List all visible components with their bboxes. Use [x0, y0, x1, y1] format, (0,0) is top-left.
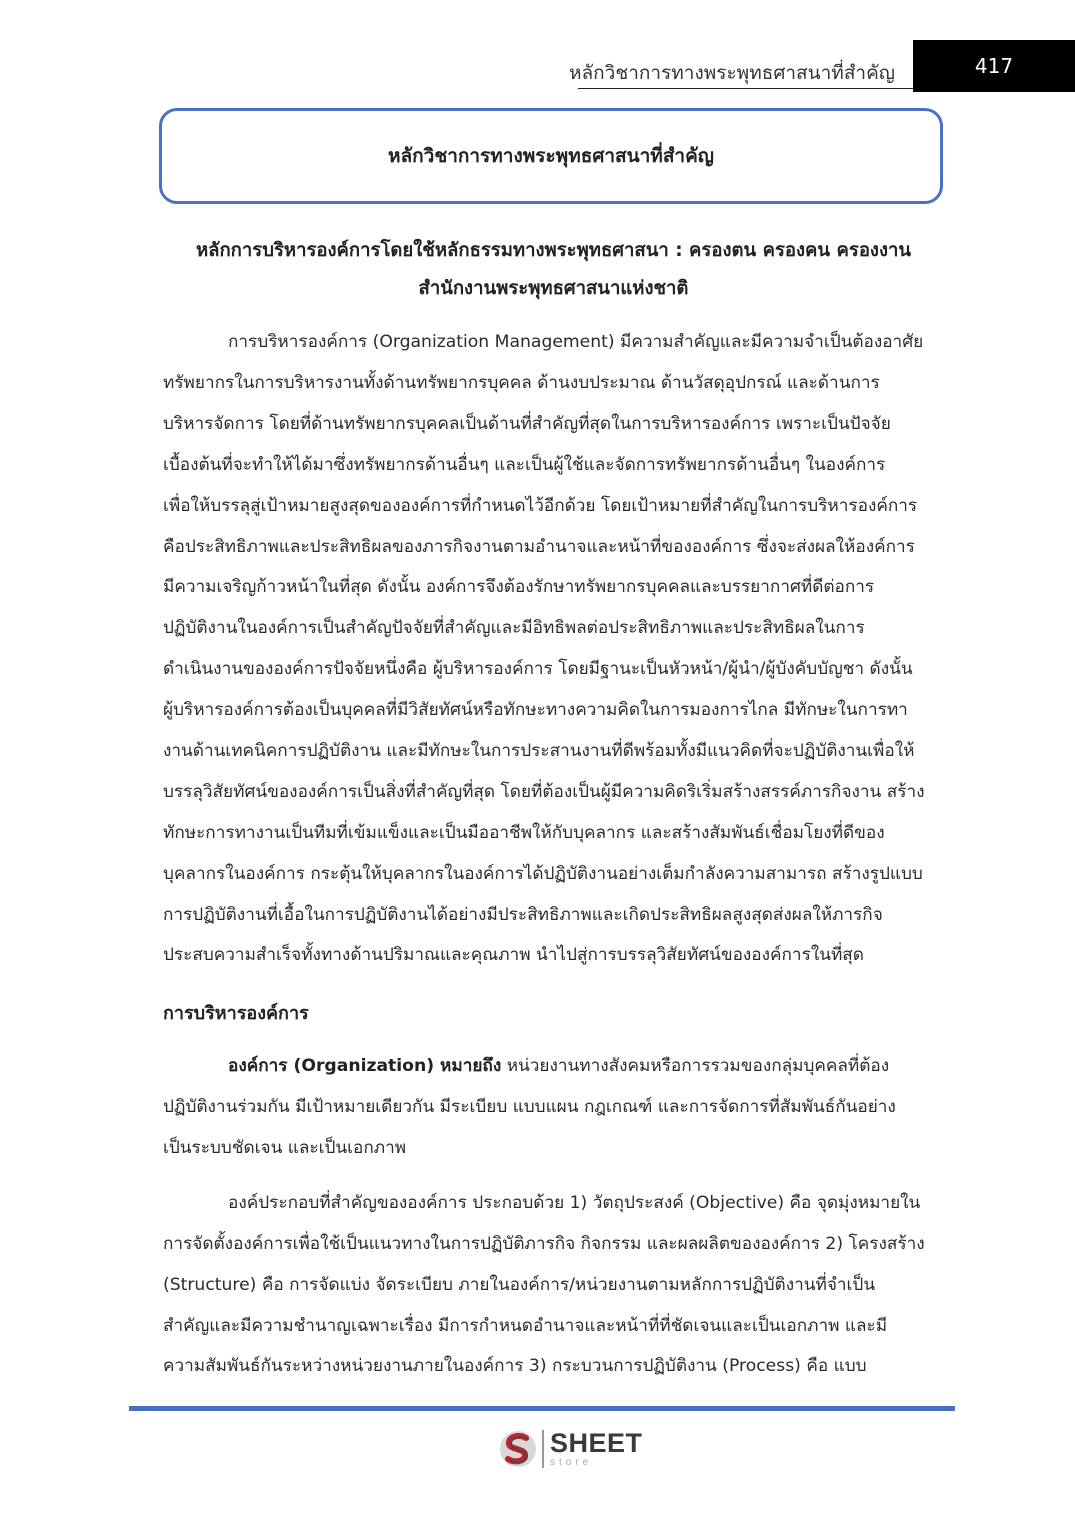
chapter-title: หลักวิชาการทางพระพุทธศาสนาที่สำคัญ [387, 145, 714, 167]
paragraph-line: มีความเจริญก้าวหน้าในที่สุด ดังนั้น องค์การจึงต้องรักษาทรัพยากรบุคคลและบรรยากาศที่ดีต่อการ [163, 577, 875, 597]
sheet-logo-icon [498, 1429, 538, 1469]
section-heading-line1: หลักการบริหารองค์การโดยใช้หลักธรรมทางพระพุทธศาสนา : ครองตน ครองคน ครองงาน [195, 240, 912, 261]
paragraph-line: ทรัพยากรในการบริหารงานทั้งด้านทรัพยากรบุคคล ด้านงบประมาณ ด้านวัสดุอุปกรณ์ และด้านการ [163, 373, 880, 393]
header-underline [578, 88, 914, 89]
paragraph-line: ประสบความสำเร็จทั้งทางด้านปริมาณและคุณภาพ นำไปสู่การบรรลุวิสัยทัศน์ขององค์การในที่สุด [163, 945, 864, 965]
subheading-organization-management: การบริหารองค์การ [163, 1003, 309, 1024]
logo-text [550, 1430, 643, 1468]
paragraph-line: การจัดตั้งองค์การเพื่อใช้เป็นแนวทางในการปฏิบัติภารกิจ กิจกรรม และผลผลิตขององค์การ 2) โครงสร้าง [163, 1234, 925, 1254]
definition-text: หน่วยงานทางสังคมหรือการรวมของกลุ่มบุคคลที่ต้อง [501, 1056, 890, 1076]
page-number-box [913, 40, 1075, 92]
logo-word: SHEET [550, 1428, 643, 1458]
paragraph-line: ทักษะการทางานเป็นทีมที่เข้มแข็งและเป็นมืออาชีพให้กับบุคลากร และสร้างสัมพันธ์เชื่อมโยงที่ดีของ [163, 823, 885, 843]
page-number: 417 [974, 54, 1014, 78]
paragraph-line: สำคัญและมีความชำนาญเฉพาะเรื่อง มีการกำหนดอำนาจและหน้าที่ที่ชัดเจนและเป็นเอกภาพ และมี [163, 1316, 888, 1336]
paragraph-line: ปฏิบัติงานในองค์การเป็นสำคัญปัจจัยที่สำคัญและมีอิทธิพลต่อประสิทธิภาพและประสิทธิผลในการ [163, 618, 865, 638]
paragraph-line: งานด้านเทคนิคการปฏิบัติงาน และมีทักษะในการประสานงานที่ดีพร้อมทั้งมีแนวคิดที่จะปฏิบัติงานเพื่อให้ [163, 741, 915, 761]
section-heading-line2: สำนักงานพระพุทธศาสนาแห่งชาติ [418, 278, 689, 299]
paragraph-line: บรรลุวิสัยทัศน์ขององค์การเป็นสิ่งที่สำคัญที่สุด โดยที่ต้องเป็นผู้มีความคิดริเริ่มสร้างสรรค์ภารกิจงาน สร้าง [163, 782, 925, 802]
sheet-store-logo [498, 1427, 643, 1471]
definition-term: องค์การ (Organization) หมายถึง [228, 1056, 502, 1076]
paragraph-line: (Structure) คือ การจัดแบ่ง จัดระเบียบ ภายในองค์การ/หน่วยงานตามหลักการปฏิบัติงานที่จำเป็น [163, 1275, 876, 1295]
paragraph-line: การบริหารองค์การ (Organization Management) มีความสำคัญและมีความจำเป็นต้องอาศัย [228, 332, 924, 352]
paragraph-line: บุคลากรในองค์การ กระตุ้นให้บุคลากรในองค์การได้ปฏิบัติงานอย่างเต็มกำลังความสามารถ สร้างรูปแบบ [163, 864, 923, 884]
chapter-title-box [159, 108, 943, 204]
paragraph-line: เบื้องต้นที่จะทำให้ได้มาซึ่งทรัพยากรด้านอื่นๆ และเป็นผู้ใช้และจัดการทรัพยากรด้านอื่นๆ ในองค์การ [163, 455, 886, 475]
logo-divider [542, 1430, 544, 1468]
paragraph-line: ปฏิบัติงานร่วมกัน มีเป้าหมายเดียวกัน มีระเบียบ แบบแผน กฎเกณฑ์ และการจัดการที่สัมพันธ์กันอย่าง [163, 1097, 896, 1117]
paragraph-line: ความสัมพันธ์กันระหว่างหน่วยงานภายในองค์การ 3) กระบวนการปฏิบัติงาน (Process) คือ แบบ [163, 1356, 867, 1376]
paragraph-line: บริหารจัดการ โดยที่ด้านทรัพยากรบุคคลเป็นด้านที่สำคัญที่สุดในการบริหารองค์การ เพราะเป็นปัจจัย [163, 414, 891, 434]
paragraph-line: เพื่อให้บรรลุสู่เป้าหมายสูงสุดขององค์การที่กำหนดไว้อีกด้วย โดยเป้าหมายที่สำคัญในการบริหารองค์การ [163, 496, 918, 516]
paragraph-line: เป็นระบบชัดเจน และเป็นเอกภาพ [163, 1138, 407, 1158]
footer-rule [129, 1406, 955, 1411]
paragraph-line [228, 1054, 944, 1078]
logo-subtext: store [550, 1457, 593, 1468]
paragraph-line: คือประสิทธิภาพและประสิทธิผลของภารกิจงานตามอำนาจและหน้าที่ขององค์การ ซึ่งจะส่งผลให้องค์การ [163, 537, 915, 557]
paragraph-line: ผู้บริหารองค์การต้องเป็นบุคคลที่มีวิสัยทัศน์หรือทักษะทางความคิดในการมองการไกล มีทักษะในการทา [163, 700, 908, 720]
paragraph-line: องค์ประกอบที่สำคัญขององค์การ ประกอบด้วย 1) วัตถุประสงค์ (Objective) คือ จุดมุ่งหมายใน [228, 1193, 921, 1213]
paragraph-line: ดำเนินงานขององค์การปัจจัยหนึ่งคือ ผู้บริหารองค์การ โดยมีฐานะเป็นหัวหน้า/ผู้นำ/ผู้บังคับบัญชา ดังนั้น [163, 659, 913, 679]
running-header-title: หลักวิชาการทางพระพุทธศาสนาที่สำคัญ [568, 62, 895, 84]
paragraph-line: การปฏิบัติงานที่เอื้อในการปฏิบัติงานได้อย่างมีประสิทธิภาพและเกิดประสิทธิผลสูงสุดส่งผลให้ภารกิจ [163, 905, 883, 925]
